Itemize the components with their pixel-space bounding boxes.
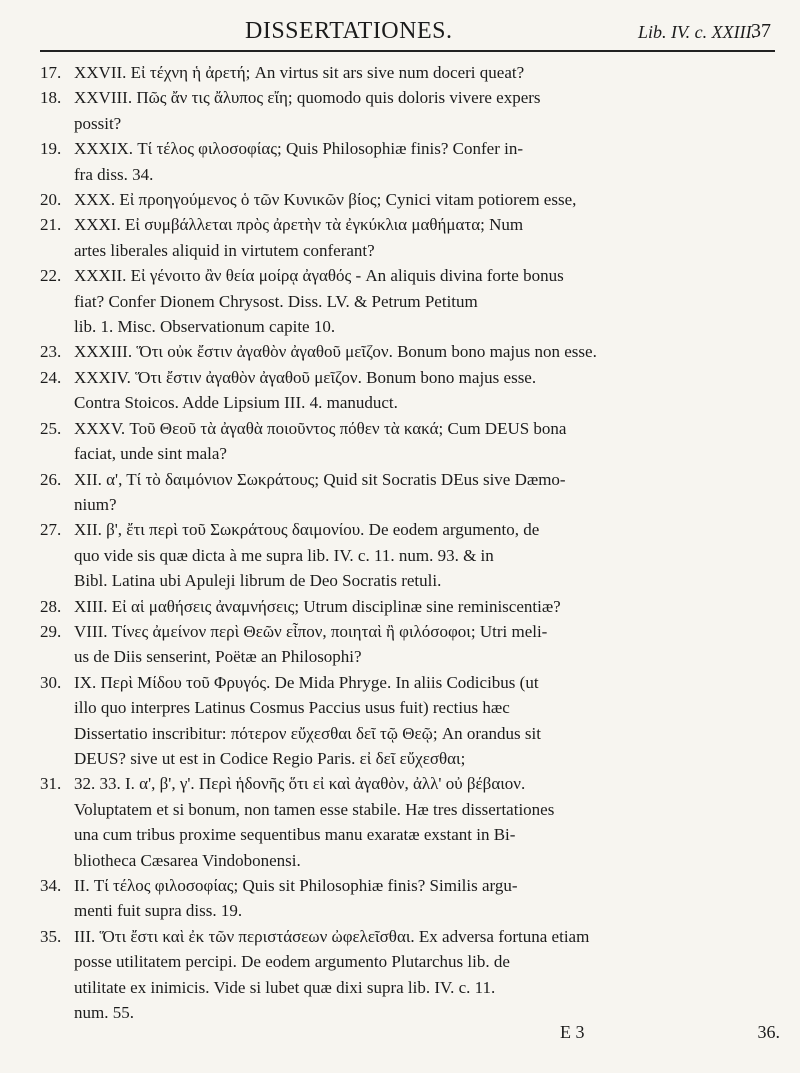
entry-number: 24. xyxy=(40,367,62,387)
list-item xyxy=(40,619,775,670)
section-reference: Lib. IV. c. XXIII. xyxy=(638,22,757,42)
entry-text: 32. 33. I. α', β', γ'. Περὶ ἡδονῆς ὅτι εἰ καὶ ἀγαθὸν, ἀλλ' οὐ βέβαιον. Voluptatem et si bonum, non tamen esse stabile. Hæ tres dissertationes una cum tribus proxime sequentibus manu exaratæ exstant in Bi- bliotheca Cæsarea Vindobonensi. xyxy=(74,774,555,870)
entry-number: 22. xyxy=(40,266,62,286)
entry-number: 26. xyxy=(40,469,62,489)
list-item xyxy=(40,365,775,416)
list-item xyxy=(40,924,775,1026)
entry-number: 23. xyxy=(40,342,62,362)
entry-text: XXXII. Εἰ γένοιτο ἂν θεία μοίρᾳ ἀγαθός - An aliquis divina forte bonus fiat? Confer Dionem Chrysost. Diss. LV. & Petrum Petitum lib. 1. Misc. Observationum capite 10. xyxy=(74,266,564,337)
entry-number: 30. xyxy=(40,672,62,692)
running-title: DISSERTATIONES. xyxy=(245,18,453,44)
entry-text: XXXIX. Τί τέλος φιλοσοφίας; Quis Philosophiæ finis? Confer in- fra diss. 34. xyxy=(74,139,524,184)
list-item xyxy=(40,670,775,772)
entry-number: 31. xyxy=(40,774,62,794)
entry-text: XXXI. Εἰ συμβάλλεται πρὸς ἀρετὴν τὰ ἐγκύκλια μαθήματα; Num artes liberales aliquid in virtutem conferant? xyxy=(74,215,524,260)
list-item xyxy=(40,517,775,593)
entry-text: XXX. Εἰ προηγούμενος ὁ τῶν Κυνικῶν βίος; Cynici vitam potiorem esse, xyxy=(74,190,577,210)
list-item xyxy=(40,771,775,873)
list-item xyxy=(40,187,775,212)
list-item xyxy=(40,467,775,518)
list-item xyxy=(40,85,775,136)
entry-text: IX. Περὶ Μίδου τοῦ Φρυγός. De Mida Phryge. In aliis Codicibus (ut illo quo interpres Latinus Cosmus Paccius usus fuit) rectius hæc Dissertatio inscribitur: πότερον εὔχεσθαι δεῖ τῷ Θεῷ; An orandus sit DEUS? sive ut est in Codice Regio Paris. εἰ δεῖ εὔχεσθαι; xyxy=(74,672,541,768)
dissertation-list xyxy=(40,60,775,1025)
page-number: 37 xyxy=(751,20,771,42)
entry-number: 29. xyxy=(40,621,62,641)
list-item xyxy=(40,594,775,619)
entry-number: 35. xyxy=(40,926,62,946)
entry-text: XXVIII. Πῶς ἄν τις ἄλυπος εἴη; quomodo quis doloris vivere expers possit? xyxy=(74,88,541,133)
list-item xyxy=(40,60,775,85)
entry-text: XXVII. Εἰ τέχνη ἡ ἀρετή; An virtus sit ars sive num doceri queat? xyxy=(74,63,525,82)
entry-text: XII. β', ἔτι περὶ τοῦ Σωκράτους δαιμονίου. De eodem argumento, de quo vide sis quæ dicta à me supra lib. IV. c. 11. num. 93. & in Bibl. Latina ubi Apuleji librum de Deo Socratis retuli. xyxy=(74,520,540,591)
entry-number: 17. xyxy=(40,63,62,82)
entry-text: XII. α', Τί τὸ δαιμόνιον Σωκράτους; Quid sit Socratis DEus sive Dæmo- nium? xyxy=(74,469,566,514)
entry-number: 34. xyxy=(40,876,62,895)
list-item xyxy=(40,212,775,263)
signature-mark: E 3 xyxy=(560,1022,585,1042)
entry-text: II. Τί τέλος φιλοσοφίας; Quis sit Philosophiæ finis? Similis argu- menti fuit supra diss. 19. xyxy=(74,876,518,921)
list-item xyxy=(40,263,775,339)
list-item xyxy=(40,873,775,924)
list-item xyxy=(40,416,775,467)
list-item xyxy=(40,136,775,187)
entry-text: XXXIII. Ὅτι οὐκ ἔστιν ἀγαθὸν ἀγαθοῦ μεῖζον. Bonum bono majus non esse. xyxy=(74,342,597,362)
entry-text: VIII. Τίνες ἀμείνον περὶ Θεῶν εἶπον, ποιηταὶ ἢ φιλόσοφοι; Utri meli- us de Diis senserint, Poëtæ an Philosophi? xyxy=(74,621,548,667)
entry-number: 25. xyxy=(40,418,62,438)
entry-text: XXXV. Τοῦ Θεοῦ τὰ ἀγαθὰ ποιοῦντος πόθεν τὰ κακά; Cum DEUS bona faciat, unde sint mala? xyxy=(74,418,567,464)
entry-text: XXXIV. Ὅτι ἔστιν ἀγαθὸν ἀγαθοῦ μεῖζον. Bonum bono majus esse. Contra Stoicos. Adde Lipsium III. 4. manuduct. xyxy=(74,367,537,413)
entry-number: 21. xyxy=(40,215,62,235)
entry-number: 18. xyxy=(40,88,62,108)
list-item xyxy=(40,339,775,364)
entry-number: 20. xyxy=(40,190,62,210)
running-header xyxy=(40,16,775,52)
entry-number: 27. xyxy=(40,520,62,540)
entry-number: 19. xyxy=(40,139,62,159)
entry-text: XIII. Εἰ αἱ μαθήσεις ἀναμνήσεις; Utrum disciplinæ sine reminiscentiæ? xyxy=(74,596,561,616)
catchword: 36. xyxy=(757,1022,780,1042)
entry-text: III. Ὅτι ἔστι καὶ ἐκ τῶν περιστάσεων ὠφελεῖσθαι. Ex adversa fortuna etiam posse utilitatem percipi. De eodem argumento Plutarchus lib. de utilitate ex inimicis. Vide si lubet quæ dixi supra lib. IV. c. 11. num. 55. xyxy=(74,926,590,1023)
entry-number: 28. xyxy=(40,596,62,616)
